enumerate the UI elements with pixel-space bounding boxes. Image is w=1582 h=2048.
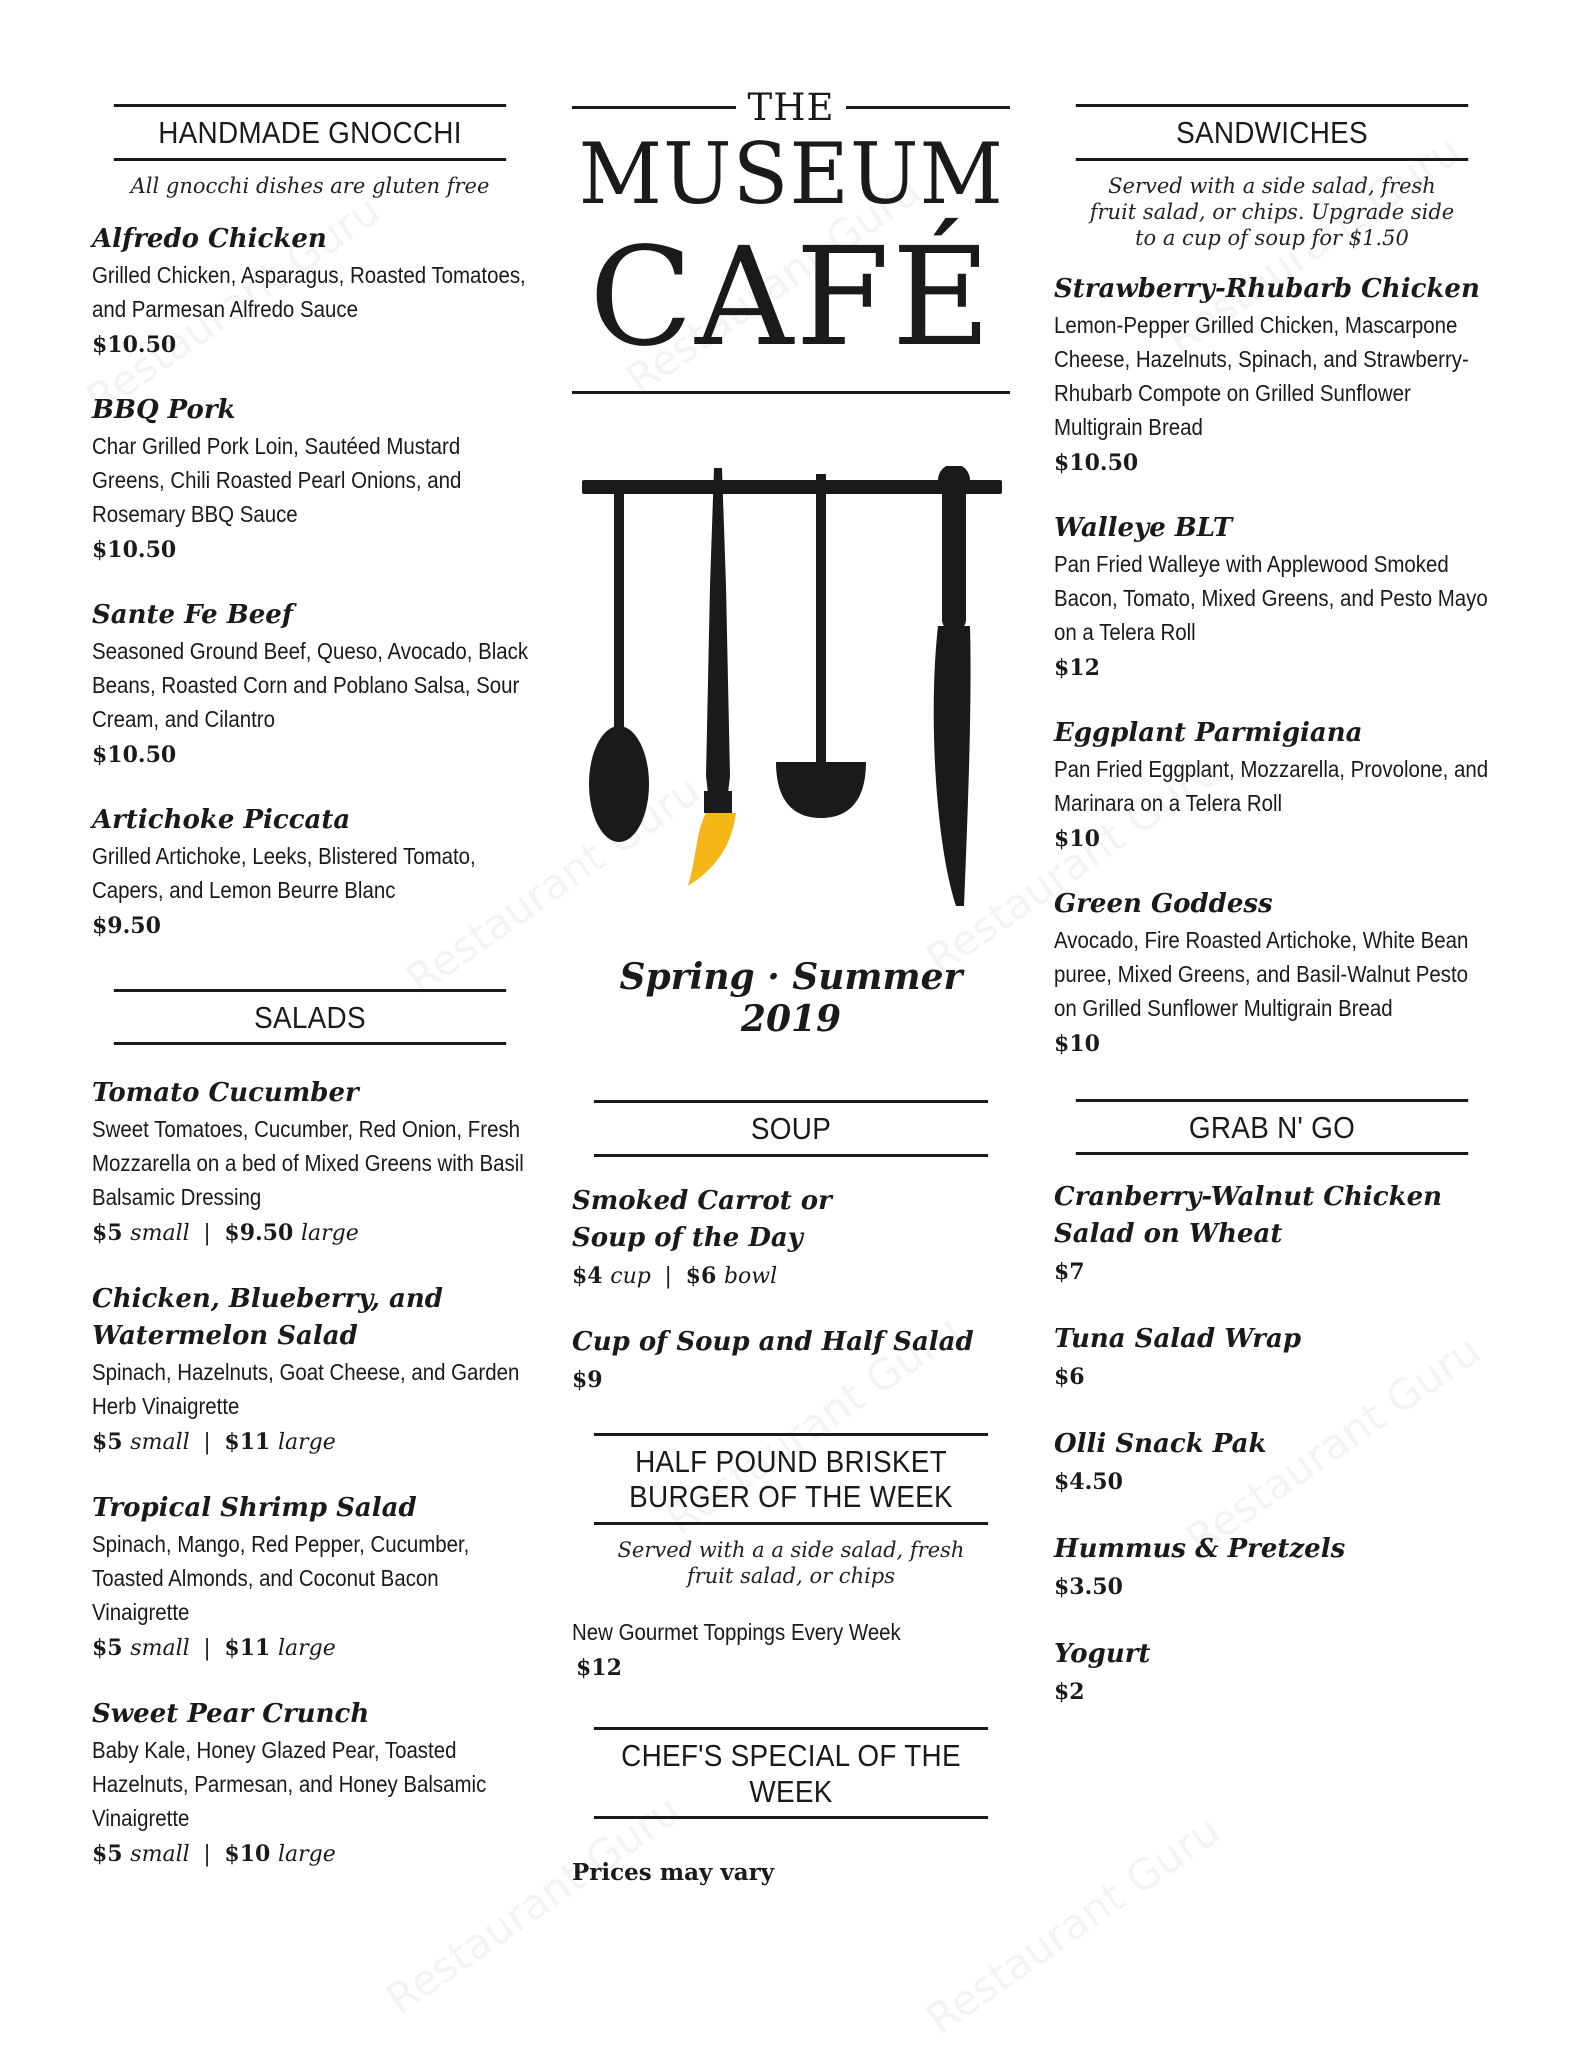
- large-label: large: [300, 1221, 359, 1247]
- price-separator: |: [203, 1430, 211, 1456]
- small-price: $5: [92, 1635, 123, 1662]
- item-price: [92, 1214, 528, 1253]
- menu-item: [92, 1075, 528, 1253]
- burger-price: $12: [576, 1654, 622, 1681]
- item-price: $6: [1054, 1364, 1085, 1391]
- item-description: Spinach, Hazelnuts, Goat Cheese, and Garden Herb Vinaigrette: [92, 1359, 520, 1420]
- large-label: large: [278, 1636, 336, 1662]
- small-label: small: [130, 1221, 190, 1247]
- large-label: large: [278, 1842, 336, 1868]
- item-name-line1: Smoked Carrot or: [572, 1185, 832, 1216]
- sandwiches-note: Served with a side salad, fresh fruit salad, or chips. Upgrade side to a cup of soup for $1.50: [1089, 173, 1455, 250]
- burger-header-line1: HALF POUND BRISKET: [635, 1443, 947, 1479]
- menu-item: [572, 1183, 1010, 1296]
- item-price: [92, 1629, 528, 1668]
- small-label: small: [130, 1430, 190, 1456]
- title-rule: [572, 391, 1010, 394]
- small-label: small: [130, 1842, 190, 1868]
- burger-note: Served with a a side salad, fresh fruit salad, or chips: [617, 1537, 965, 1588]
- item-name: Olli Snack Pak: [1054, 1429, 1267, 1460]
- right-column: [1054, 104, 1490, 1711]
- item-description: Spinach, Mango, Red Pepper, Cucumber, Toasted Almonds, and Coconut Bacon Vinaigrette: [92, 1531, 470, 1626]
- bowl-label: bowl: [723, 1263, 778, 1289]
- small-label: small: [130, 1636, 190, 1662]
- item-price: $10.50: [1054, 449, 1139, 476]
- middle-column: [572, 86, 1010, 1886]
- left-column: [92, 104, 528, 1874]
- menu-item: [1054, 510, 1490, 687]
- item-price: $3.50: [1054, 1574, 1123, 1601]
- item-name-line1: Cranberry-Walnut Chicken: [1054, 1182, 1443, 1213]
- item-name: Sante Fe Beef: [92, 599, 294, 630]
- item-description: Pan Fried Walleye with Applewood Smoked Bacon, Tomato, Mixed Greens, and Pesto Mayo on a Telera Roll: [1054, 550, 1488, 645]
- item-price: $10.50: [92, 331, 177, 358]
- menu-item: [1054, 886, 1490, 1063]
- menu-item: [1054, 715, 1490, 858]
- item-name-line2: Soup of the Day: [572, 1222, 803, 1253]
- menu-item: [1054, 1321, 1490, 1396]
- cafe-title: [572, 86, 1010, 394]
- item-name: [1054, 1179, 1490, 1253]
- price-separator: |: [203, 1636, 211, 1662]
- bowl-price: $6: [685, 1262, 717, 1289]
- item-name: [572, 1183, 1010, 1257]
- salads-header: SALADS: [114, 989, 506, 1046]
- burger-description: New Gourmet Toppings Every Week: [572, 1618, 901, 1645]
- item-description: Grilled Artichoke, Leeks, Blistered Tomato, Capers, and Lemon Beurre Blanc: [92, 842, 476, 903]
- item-name: BBQ Pork: [92, 394, 236, 425]
- utensils-rack-icon: [576, 466, 1006, 926]
- item-price: $7: [1054, 1259, 1085, 1286]
- cup-label: cup: [610, 1263, 651, 1289]
- title-the: THE: [747, 86, 835, 129]
- menu-item: [92, 1490, 528, 1668]
- item-name: Alfredo Chicken: [92, 223, 327, 254]
- item-name: Tuna Salad Wrap: [1054, 1324, 1301, 1355]
- menu-item: [1054, 1636, 1490, 1711]
- item-description: Char Grilled Pork Loin, Sautéed Mustard Greens, Chili Roasted Pearl Onions, and Rosemary BBQ Sauce: [92, 432, 462, 527]
- item-description: Lemon-Pepper Grilled Chicken, Mascarpone Cheese, Hazelnuts, Spinach, and Strawberry-Rhubarb Compote on Grilled Sunflower Multigrain Bread: [1054, 311, 1469, 440]
- item-price: [572, 1257, 1010, 1296]
- item-name: Hummus & Pretzels: [1054, 1534, 1346, 1565]
- menu-item: [92, 802, 528, 945]
- item-name-line2: Salad on Wheat: [1054, 1219, 1283, 1250]
- item-price: $10.50: [92, 536, 177, 563]
- burger-header: [594, 1433, 988, 1525]
- item-price: [92, 1835, 528, 1874]
- item-price: $10: [1054, 1030, 1100, 1057]
- large-price: $9.50: [224, 1220, 294, 1247]
- menu-item: [92, 1696, 528, 1874]
- burger-header-line2: BURGER OF THE WEEK: [629, 1479, 953, 1515]
- item-name: Yogurt: [1054, 1639, 1151, 1670]
- item-name: Chicken, Blueberry, and Watermelon Salad: [92, 1284, 443, 1352]
- menu-item: [572, 1324, 1010, 1399]
- menu-item: [92, 1281, 528, 1462]
- item-description: Grilled Chicken, Asparagus, Roasted Tomatoes, and Parmesan Alfredo Sauce: [92, 261, 526, 322]
- small-price: $5: [92, 1429, 123, 1456]
- item-price: $4.50: [1054, 1469, 1123, 1496]
- item-name: Strawberry-Rhubarb Chicken: [1054, 273, 1480, 304]
- price-separator: |: [203, 1842, 211, 1868]
- chef-special-note: Prices may vary: [572, 1859, 775, 1887]
- large-price: $11: [224, 1635, 271, 1662]
- item-price: [92, 1423, 528, 1462]
- small-price: $5: [92, 1841, 123, 1868]
- title-cafe: CAFÉ: [589, 219, 993, 377]
- item-price: $10.50: [92, 741, 177, 768]
- season-subtitle: Spring · Summer 2019: [619, 956, 963, 1040]
- price-separator: |: [664, 1263, 672, 1289]
- gnocchi-note: All gnocchi dishes are gluten free: [130, 173, 490, 198]
- menu-item: [92, 221, 528, 364]
- menu-item: [92, 597, 528, 774]
- soup-header: SOUP: [594, 1100, 988, 1157]
- item-description: Seasoned Ground Beef, Queso, Avocado, Black Beans, Roasted Corn and Poblano Salsa, Sour Cream, and Cilantro: [92, 637, 529, 732]
- gnocchi-header: HANDMADE GNOCCHI: [114, 104, 506, 161]
- item-description: Baby Kale, Honey Glazed Pear, Toasted Hazelnuts, Parmesan, and Honey Balsamic Vinaigrette: [92, 1737, 487, 1832]
- title-museum: MUSEUM: [578, 125, 1004, 223]
- item-price: $9.50: [92, 912, 161, 939]
- item-description: Sweet Tomatoes, Cucumber, Red Onion, Fresh Mozzarella on a bed of Mixed Greens with Basil Balsamic Dressing: [92, 1116, 524, 1211]
- large-price: $11: [224, 1429, 271, 1456]
- item-price: $9: [572, 1366, 603, 1393]
- menu-item: [1054, 1426, 1490, 1501]
- large-price: $10: [224, 1841, 271, 1868]
- item-name: Cup of Soup and Half Salad: [572, 1326, 974, 1357]
- item-name: Artichoke Piccata: [92, 804, 351, 835]
- item-name: Eggplant Parmigiana: [1054, 717, 1363, 748]
- item-description: Pan Fried Eggplant, Mozzarella, Provolone, and Marinara on a Telera Roll: [1054, 755, 1489, 816]
- item-name: Green Goddess: [1054, 888, 1273, 919]
- item-description: Avocado, Fire Roasted Artichoke, White Bean puree, Mixed Greens, and Basil-Walnut Pesto on Grilled Sunflower Multigrain Bread: [1054, 926, 1469, 1021]
- cup-price: $4: [572, 1262, 603, 1289]
- item-name: Tomato Cucumber: [92, 1078, 359, 1109]
- sandwiches-header: SANDWICHES: [1076, 104, 1468, 161]
- item-price: $2: [1054, 1679, 1085, 1706]
- menu-item: [1054, 1531, 1490, 1606]
- item-price: $10: [1054, 825, 1100, 852]
- small-price: $5: [92, 1220, 123, 1247]
- item-price: $12: [1054, 654, 1100, 681]
- title-the-line: [572, 86, 1010, 129]
- item-name: Tropical Shrimp Salad: [92, 1493, 417, 1524]
- menu-item: [92, 392, 528, 569]
- chef-special-header: CHEF'S SPECIAL OF THE WEEK: [594, 1727, 988, 1819]
- price-separator: |: [203, 1221, 211, 1247]
- item-name: Walleye BLT: [1054, 512, 1233, 543]
- menu-item: [1054, 271, 1490, 482]
- large-label: large: [278, 1430, 336, 1456]
- item-name: Sweet Pear Crunch: [92, 1699, 370, 1730]
- grab-n-go-header: GRAB N' GO: [1076, 1099, 1468, 1156]
- menu-item: [1054, 1179, 1490, 1291]
